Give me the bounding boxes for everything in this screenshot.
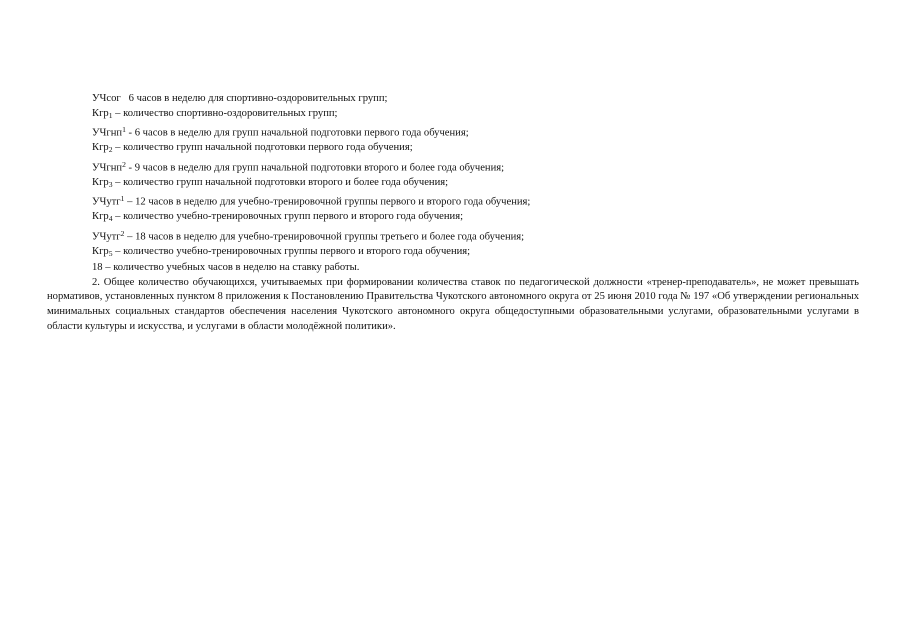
definition-subscript: 2: [108, 145, 113, 155]
definition-text: – количество учебно-тренировочных групп первого и второго года обучения;: [112, 211, 464, 223]
definition-subscript: 4: [108, 214, 113, 224]
definition-line: [47, 227, 859, 245]
definition-line: [47, 141, 859, 158]
definition-line: [47, 245, 859, 262]
definition-superscript: 2: [122, 159, 126, 169]
definition-line: [47, 92, 859, 107]
definition-line: [47, 192, 859, 210]
definition-text: – количество групп начальной подготовки второго и более года обучения;: [112, 176, 449, 188]
definition-term: УЧгнп: [92, 127, 123, 139]
definition-text: 6 часов в неделю для спортивно-оздоровительных групп;: [120, 93, 388, 104]
definition-text: – количество спортивно-оздоровительных групп;: [112, 107, 338, 119]
definition-line: [47, 261, 859, 276]
definition-superscript: 2: [120, 228, 125, 238]
definition-term: УЧгнп: [92, 162, 123, 174]
definition-line: [47, 176, 859, 193]
definition-line: [47, 158, 859, 176]
definitions-list: [47, 92, 859, 276]
definition-term: Кгр: [92, 107, 109, 119]
definition-text: – количество учебно-тренировочных группы первого и второго года обучения;: [112, 245, 471, 257]
definition-term: Кгр: [92, 211, 109, 223]
definition-text: – количество групп начальной подготовки первого года обучения;: [112, 142, 413, 154]
definition-subscript: 1: [108, 110, 113, 120]
definition-term: УЧсог: [92, 93, 121, 104]
definition-superscript: 1: [122, 125, 126, 135]
definition-term: Кгр: [92, 142, 109, 154]
definition-term: УЧутг: [92, 196, 121, 208]
definition-line: [47, 210, 859, 227]
definition-term: Кгр: [92, 176, 109, 188]
definition-text: - 6 часов в неделю для групп начальной подготовки первого года обучения;: [125, 127, 469, 139]
definition-line: [47, 123, 859, 141]
definition-line: [47, 107, 859, 124]
definition-term: Кгр: [92, 245, 109, 257]
paragraph-2: 2. Общее количество обучающихся, учитываемых при формировании количества ставок по педагогической должности «тренер-преподаватель», не может превышать нормативов, установленных пунктом 8 приложения к Постановлению Правительства Чукотского автономного округа от 25 июня 2010 года № 197 «Об утверждении региональных минимальных социальных стандартов обеспечения населения Чукотского автономного округа общедоступными образовательными услугами, образовательными услугами в области культуры и искусства, и услугами в области молодёжной политики».: [47, 276, 859, 332]
definition-text: – 12 часов в неделю для учебно-тренировочной группы первого и второго года обучения;: [124, 196, 531, 208]
definition-term: УЧутг: [92, 231, 121, 243]
definition-subscript: 5: [108, 248, 113, 258]
document-body: [47, 92, 859, 334]
definition-superscript: 1: [120, 194, 125, 204]
definition-text: 18 – количество учебных часов в неделю на ставку работы.: [92, 262, 360, 274]
definition-subscript: 3: [108, 179, 113, 189]
definition-text: – 18 часов в неделю для учебно-тренировочной группы третьего и более года обучения;: [124, 231, 525, 243]
definition-text: - 9 часов в неделю для групп начальной подготовки второго и более года обучения;: [125, 162, 505, 174]
